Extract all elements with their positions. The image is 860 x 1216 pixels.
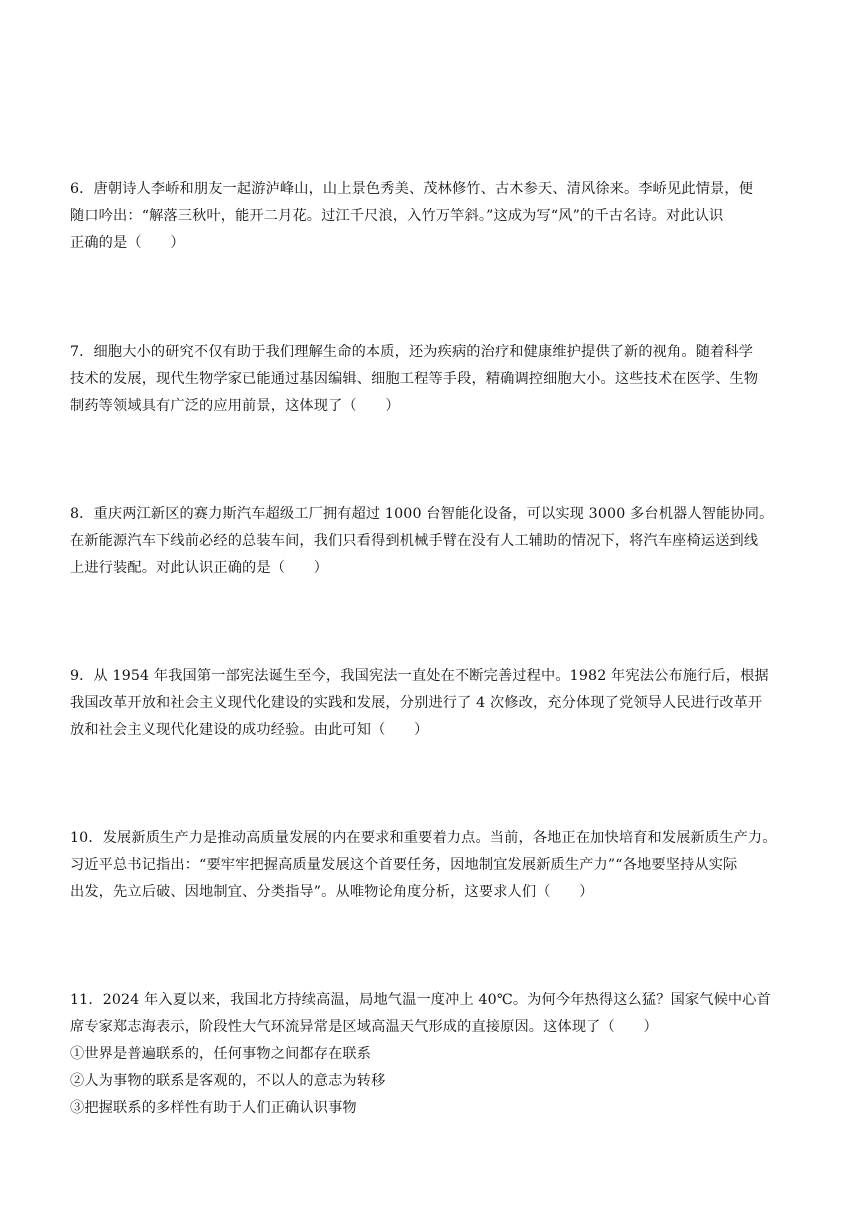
q10-stem-line-2: 习近平总书记指出：“要牢牢把握高质量发展这个首要任务，因地制宜发展新质生产力”“各地要坚持从实际 [70, 857, 738, 873]
q6-stem-line-3: 正确的是（ ） [70, 235, 185, 251]
q7-stem-line-3: 制药等领域具有广泛的应用前景，这体现了（ ） [70, 398, 400, 414]
q11-option-2: ②人为事物的联系是客观的，不以人的意志为转移 [70, 1073, 386, 1089]
q7-stem-line-2: 技术的发展，现代生物学家已能通过基因编辑、细胞工程等手段，精确调控细胞大小。这些技术在医学、生物 [70, 371, 759, 387]
q8-stem-line-3: 上进行装配。对此认识正确的是（ ） [70, 560, 329, 576]
q9-stem-line-1: 9．从 1954 年我国第一部宪法诞生至今，我国宪法一直处在不断完善过程中。1982 年宪法公布施行后，根据 [70, 668, 769, 684]
q6-stem-line-2: 随口吟出：“解落三秋叶，能开二月花。过江千尺浪，入竹万竿斜。”这成为写“风”的千古名诗。对此认识 [70, 208, 724, 224]
q11-option-1: ①世界是普遍联系的，任何事物之间都存在联系 [70, 1046, 372, 1062]
q9-stem-line-3: 放和社会主义现代化建设的成功经验。由此可知（ ） [70, 722, 429, 738]
q8-stem-line-1: 8．重庆两江新区的赛力斯汽车超级工厂拥有超过 1000 台智能化设备，可以实现 3000 多台机器人智能协同。 [70, 506, 774, 522]
q6-stem-line-1: 6．唐朝诗人李峤和朋友一起游泸峰山，山上景色秀美、茂林修竹、古木参天、清风徐来。李峤见此情景，便 [70, 181, 754, 197]
q8-stem-line-2: 在新能源汽车下线前必经的总装车间，我们只看得到机械手臂在没有人工辅助的情况下，将汽车座椅运送到线 [70, 533, 759, 549]
q9-stem-line-2: 我国改革开放和社会主义现代化建设的实践和发展，分别进行了 4 次修改，充分体现了党领导人民进行改革开 [70, 695, 763, 711]
q11-stem-line-1: 11．2024 年入夏以来，我国北方持续高温，局地气温一度冲上 40℃。为何今年热得这么猛？国家气候中心首 [70, 992, 771, 1008]
q10-stem-line-3: 出发，先立后破、因地制宜、分类指导”。从唯物论角度分析，这要求人们（ ） [70, 884, 594, 900]
q7-stem-line-1: 7．细胞大小的研究不仅有助于我们理解生命的本质，还为疾病的治疗和健康维护提供了新的视角。随着科学 [70, 344, 754, 360]
q11-stem-line-2: 席专家郑志海表示，阶段性大气环流异常是区域高温天气形成的直接原因。这体现了（ ） [70, 1019, 658, 1035]
q10-stem-line-1: 10．发展新质生产力是推动高质量发展的内在要求和重要着力点。当前，各地正在加快培育和发展新质生产力。 [70, 830, 777, 846]
q11-option-3: ③把握联系的多样性有助于人们正确认识事物 [70, 1100, 357, 1116]
